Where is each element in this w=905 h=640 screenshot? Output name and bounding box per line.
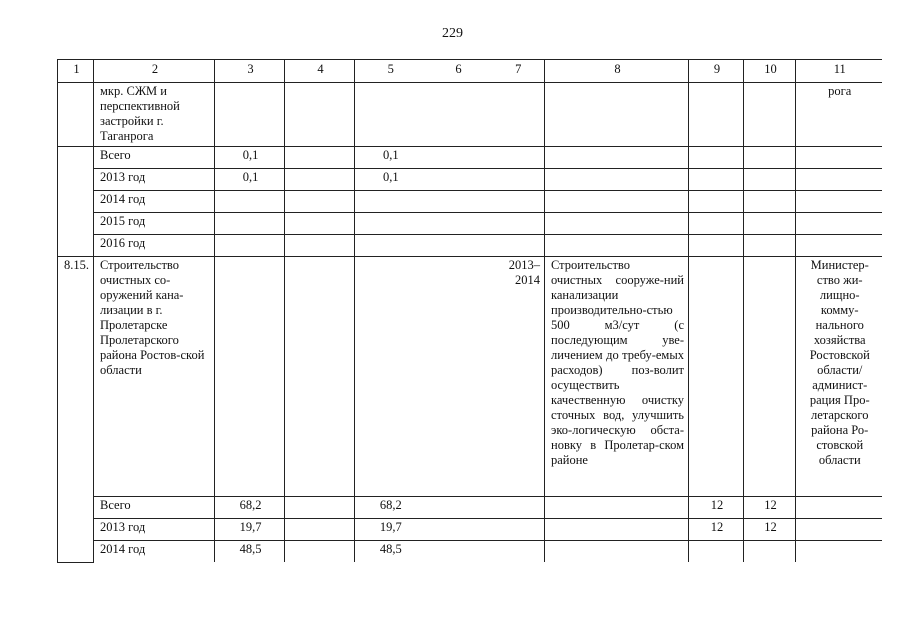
col-header-4: 4: [285, 60, 355, 83]
indicator-value: 12: [689, 497, 744, 519]
row-label: Всего: [94, 147, 215, 169]
col-header-5: 5: [355, 60, 425, 83]
col-header-10: 10: [744, 60, 796, 83]
block1-col11: рога: [796, 83, 882, 147]
total-value: 0,1: [215, 169, 285, 191]
column-header-row: [58, 60, 882, 83]
row-label: 2014 год: [94, 541, 215, 563]
responsible-executor: Министер-ство жи-лищно-комму-нального хозяйства Ростовской области/ админист-рация Про-летарского района Ро-стовской области: [796, 257, 882, 497]
indicator-value: 12: [744, 497, 796, 519]
page-number: 229: [442, 26, 463, 41]
block1-name-row: [58, 83, 882, 147]
row-label: 2013 год: [94, 519, 215, 541]
total-value: 48,5: [215, 541, 285, 563]
col-header-3: 3: [215, 60, 285, 83]
table-row: [58, 235, 882, 257]
indicator-value: 12: [744, 519, 796, 541]
regional-budget-value: 0,1: [355, 169, 425, 191]
regional-budget-value: 0,1: [355, 147, 425, 169]
regional-budget-value: 68,2: [355, 497, 425, 519]
total-value: 68,2: [215, 497, 285, 519]
row-label: Всего: [94, 497, 215, 519]
table-row: [58, 497, 882, 519]
total-value: 19,7: [215, 519, 285, 541]
table-row: [58, 169, 882, 191]
row-label: 2013 год: [94, 169, 215, 191]
item-description: Строительство очистных сооруже-ний канализации производительно-стью 500 м3/сут (с последующим уве-личением до требу-емых расходов) поз-волит осуществить качественную очистку сточных вод, улучшить эко-логическую обста-новку в Пролетар-ском районе: [545, 257, 689, 497]
row-label: 2015 год: [94, 213, 215, 235]
block1-number-cell: [58, 83, 94, 147]
total-value: 0,1: [215, 147, 285, 169]
regional-budget-value: 19,7: [355, 519, 425, 541]
row-label: 2014 год: [94, 191, 215, 213]
regional-budget-value: 48,5: [355, 541, 425, 563]
indicator-value: 12: [689, 519, 744, 541]
block2-description-row: [58, 257, 882, 497]
table-row: [58, 541, 882, 563]
table-row: [58, 191, 882, 213]
block1-number-span: [58, 147, 94, 257]
item-name: Строительство очистных со-оружений кана-лизации в г. Пролетарске Пролетарского района Ростов-ской области: [94, 257, 215, 497]
col-header-8: 8: [545, 60, 689, 83]
table-row: [58, 213, 882, 235]
col-header-9: 9: [689, 60, 744, 83]
program-table: [57, 59, 882, 563]
row-label: 2016 год: [94, 235, 215, 257]
col-header-6: 6: [425, 60, 491, 83]
col-header-1: 1: [58, 60, 94, 83]
table-row: [58, 519, 882, 541]
col-header-2: 2: [94, 60, 215, 83]
col-header-7: 7: [491, 60, 545, 83]
col-header-11: 11: [796, 60, 882, 83]
implementation-period: 2013–2014: [491, 257, 545, 497]
table-row: [58, 147, 882, 169]
block1-name: мкр. СЖМ и перспективной застройки г. Таганрога: [94, 83, 215, 147]
item-number: 8.15.: [58, 257, 94, 563]
